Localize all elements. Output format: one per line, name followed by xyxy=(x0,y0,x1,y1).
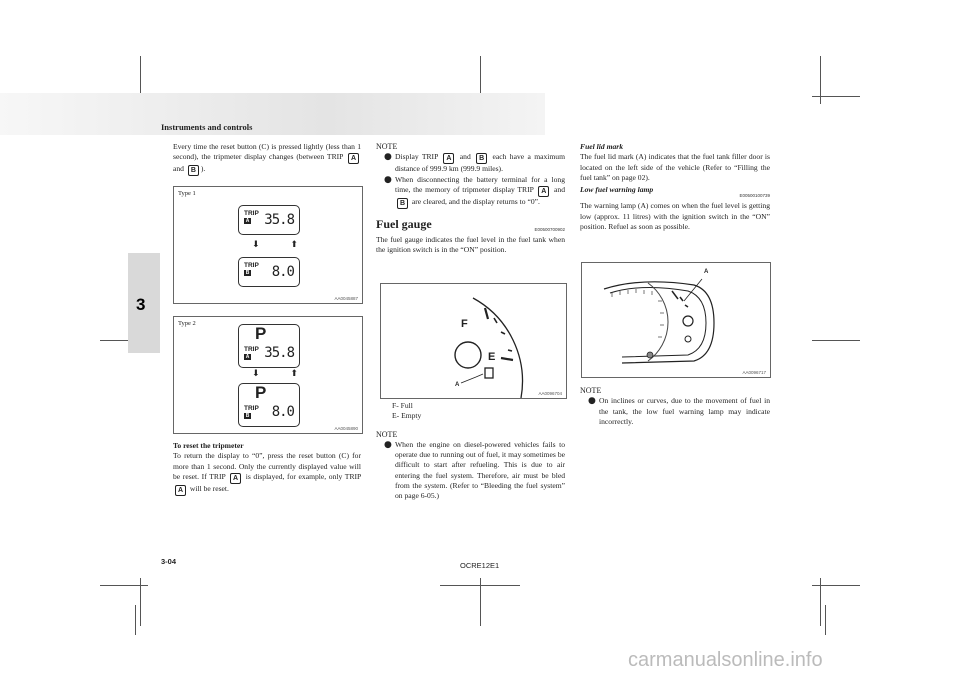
crop-mark xyxy=(812,96,860,97)
arrow-icons: ⬇ ⬆ xyxy=(252,240,312,250)
figure-type2 xyxy=(173,316,363,434)
lcd-display-trip-a xyxy=(238,324,300,368)
reset-heading: To reset the tripmeter xyxy=(173,441,244,450)
cluster-illustration xyxy=(582,263,770,377)
fuel-lid-heading: Fuel lid mark xyxy=(580,142,624,151)
figure-type1 xyxy=(173,186,363,304)
trip-value: 35.8 xyxy=(264,212,294,228)
watermark: carmanualsonline.info xyxy=(628,649,823,671)
fuel-gauge-illustration xyxy=(381,284,566,398)
note-title: NOTE xyxy=(580,386,602,395)
middle-lower xyxy=(376,401,565,502)
trip-value: 8.0 xyxy=(271,264,294,280)
shift-position: P xyxy=(255,383,267,402)
fuel-gauge-paragraph: The fuel gauge indicates the fuel level in the fuel tank when the ignition switch is in the “ON” position. xyxy=(376,235,565,255)
low-fuel-heading: Low fuel warning lamp xyxy=(580,185,654,195)
cluster-figure xyxy=(581,262,771,378)
page-number: 3-04 xyxy=(161,557,177,566)
figure-code: AA0045890 xyxy=(334,426,358,431)
trip-a-badge: A xyxy=(443,153,454,164)
low-fuel-paragraph: The warning lamp (A) comes on when the fuel level is getting low (approx. 11 litres) with the ignition switch in the “ON” position. Refuel as soon as possible. xyxy=(580,201,770,232)
reset-paragraph: To return the display to “0”, press the reset button (C) for more than 1 second. Only the currently displayed value will be reset. If TRIP A is displayed, for example, only TRIP A will be reset. xyxy=(173,451,361,494)
trip-value: 35.8 xyxy=(264,345,294,361)
chapter-number: 3 xyxy=(136,295,146,314)
middle-column xyxy=(376,142,565,256)
right-lower xyxy=(580,386,770,427)
chapter-tab xyxy=(128,253,160,353)
empty-label: E xyxy=(488,351,496,363)
fuel-lid-label: A xyxy=(455,382,460,388)
crop-mark xyxy=(100,585,148,586)
note-item: ● On inclines or curves, due to the movement of fuel in the tank, the low fuel warning lamp may indicate incorrectly. xyxy=(588,396,770,426)
arrow-icons: ⬇ ⬆ xyxy=(252,369,312,379)
fuel-gauge-figure xyxy=(380,283,567,399)
fuel-lid-paragraph: The fuel lid mark (A) indicates that the fuel tank filler door is located on the left side of the vehicle (Refer to “Filling the fuel tank” on page 02). xyxy=(580,152,770,182)
trip-indicator: TRIP A xyxy=(244,346,259,360)
trip-indicator: TRIP B xyxy=(244,405,259,419)
bullet-icon: ● xyxy=(384,152,392,163)
reset-section xyxy=(173,441,361,496)
lcd-display-trip-b xyxy=(238,383,300,427)
crop-mark xyxy=(825,605,826,635)
crop-mark xyxy=(440,585,520,586)
legend-full: F- Full xyxy=(392,401,413,410)
trip-value: 8.0 xyxy=(271,404,294,420)
trip-a-badge: A xyxy=(230,473,241,484)
bullet-icon: ● xyxy=(384,174,392,185)
note-item: ● When the engine on diesel-powered vehicles fails to operate due to running out of fuel, it may sometimes be difficult to start after refueling. This is due to air entering the fuel system. Therefore, air must be bled from the system. (Refer to “Bleeding the fuel system” on page 6-05.) xyxy=(384,439,565,501)
figure-label: Type 2 xyxy=(178,320,196,327)
section-code: E00500100739 xyxy=(739,193,770,199)
trip-b-badge: B xyxy=(397,198,408,209)
section-code: E00500700902 xyxy=(534,226,565,232)
right-column xyxy=(580,142,770,232)
figure-code: AA0045887 xyxy=(334,296,358,301)
figure-label: Type 1 xyxy=(178,190,196,197)
trip-indicator: TRIP A xyxy=(244,210,259,224)
note-item: ● Display TRIP A and B each have a maximum distance of 999.9 km (999.9 miles). xyxy=(384,152,566,174)
note-item: ● When disconnecting the battery terminal for a long time, the memory of tripmeter display TRIP A and B are cleared, and the display returns to “0”. xyxy=(384,174,566,207)
trip-a-badge: A xyxy=(538,186,549,197)
section-title: Instruments and controls xyxy=(161,122,253,132)
trip-b-badge: B xyxy=(188,165,199,176)
lcd-display-trip-b xyxy=(238,257,300,287)
document-code: OCRE12E1 xyxy=(460,561,500,570)
shift-position: P xyxy=(255,324,267,343)
fuel-gauge-heading: Fuel gauge xyxy=(376,218,432,231)
figure-code: AA0096704 xyxy=(538,391,562,396)
bullet-icon: ● xyxy=(384,439,392,450)
trip-b-badge: B xyxy=(476,153,487,164)
figure-code: AA0096717 xyxy=(742,370,766,375)
trip-a-badge: A xyxy=(175,485,186,496)
header-bar xyxy=(0,93,545,135)
bullet-icon: ● xyxy=(588,396,596,407)
full-label: F xyxy=(461,318,468,330)
tripmeter-paragraph: Every time the reset button (C) is pressed lightly (less than 1 second), the tripmeter display changes (between TRIP A and B ). xyxy=(173,142,361,175)
lcd-display-trip-a xyxy=(238,205,300,235)
warning-lamp-label: A xyxy=(704,269,709,275)
note-title: NOTE xyxy=(376,142,398,151)
trip-a-badge: A xyxy=(348,153,359,164)
legend-empty: E- Empty xyxy=(392,411,422,421)
left-column xyxy=(173,142,361,176)
crop-mark xyxy=(135,605,136,635)
crop-mark xyxy=(812,340,860,341)
note-title: NOTE xyxy=(376,429,398,439)
crop-mark xyxy=(812,585,860,586)
trip-indicator: TRIP B xyxy=(244,262,259,276)
